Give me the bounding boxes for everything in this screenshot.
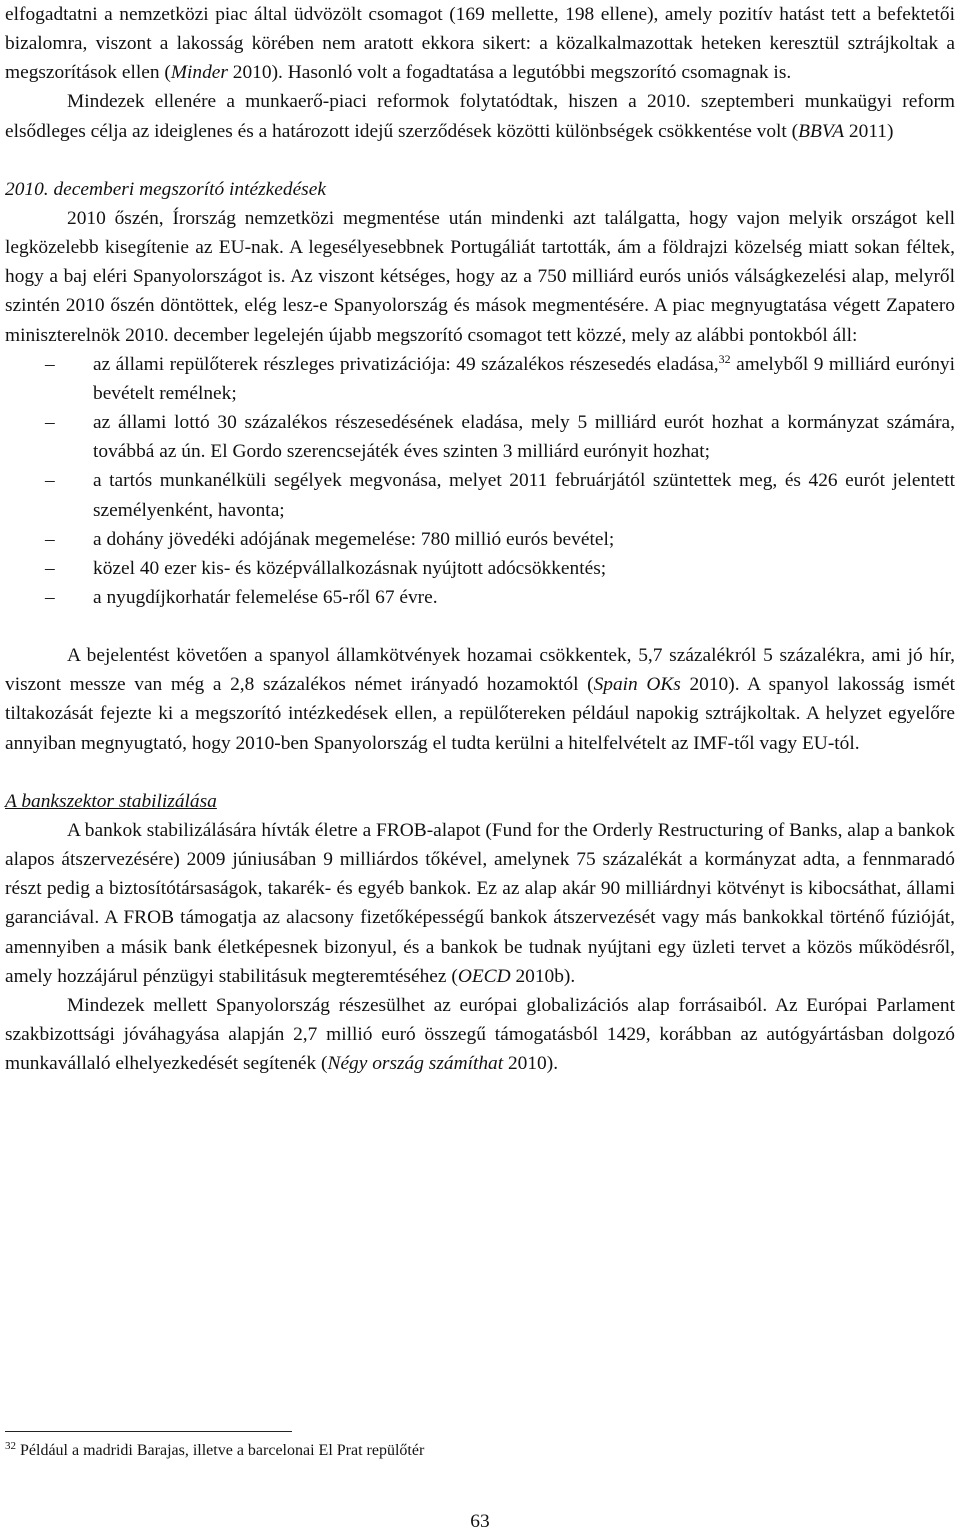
paragraph-labor-reform-text: Mindezek ellenére a munkaerő-piaci reformok folytatódtak, hiszen a 2010. szeptemberi munkaügyi reform elsődleges célja az ideiglenes és a határozott idejű szerződések közötti különbségek csökkentése volt ( [5, 91, 955, 142]
paragraph-frob-tail: 2010b). [510, 965, 576, 987]
section-heading-austerity-text: 2010. decemberi megszorító intézkedések [5, 178, 326, 200]
paragraph-globalization-fund-text: Mindezek mellett Spanyolország részesülhet az európai globalizációs alap forrásaiból. Az Európai Parlament szakbizottsági jóváhagyása alapján 2,7 millió euró összegű támogatásból 1429, korábban az autógyártásban dolgozó munkavállaló elhelyezkedését segítenék ( [5, 994, 955, 1075]
page-number: 63 [470, 1511, 490, 1532]
paragraph-globalization-fund-tail: 2010). [503, 1053, 559, 1075]
list-item-text: a dohány jövedéki adójának megemelése: 780 millió eurós bevétel; [93, 528, 615, 550]
paragraph-globalization-fund [5, 991, 955, 1078]
list-item [5, 554, 955, 583]
paragraph-labor-reform [5, 87, 955, 145]
citation-bbva: BBVA [798, 120, 845, 142]
paragraph-bond-yields [5, 641, 955, 758]
footnote-number: 32 [5, 1440, 16, 1452]
document-page [5, 0, 955, 1078]
list-item-text: a nyugdíjkorhatár felemelése 65-ről 67 évre. [93, 586, 438, 608]
dash-bullet-icon: – [45, 557, 55, 579]
austerity-measures-list [5, 350, 955, 612]
list-item [5, 525, 955, 554]
paragraph-austerity: 2010 őszén, Írország nemzetközi megmentése után mindenki azt találgatta, hogy vajon melyik országot kell legközelebb kisegítenie az EU-nak. A legesélyesebbnek Portugáliát tartották, ám a földrajzi közelség miatt sokan féltek, hogy a baj eléri Spanyolországot is. Az viszont kétséges, hogy az a 750 milliárd eurós uniós válságkezelési alap, melyről szintén 2010 őszén döntöttek, elég lesz-e Spanyolország és mások megmentésére. A piac megnyugtatása végett Zapatero miniszterelnök 2010. december legelején újabb megszorító csomagot tett közzé, mely az alábbi pontokból áll: [5, 207, 955, 346]
dash-bullet-icon: – [45, 353, 55, 375]
dash-bullet-icon: – [45, 528, 55, 550]
citation-spain-oks: Spain OKs [593, 674, 681, 696]
list-item [5, 583, 955, 612]
paragraph-bond-yields-tail: 2010). A spanyol lakosság ismét tiltakozását fejezte ki a megszorító intézkedések ellen, a repülőtereken például napokig sztrájkoltak. A helyzet egyelőre annyiban megnyugtató, hogy 2010-ben Spanyolország el tudta kerülni a hitelfelvételt az IMF-től vagy EU-tól. [5, 674, 956, 754]
dash-bullet-icon: – [45, 586, 55, 608]
paragraph-labor-reform-tail: 2011) [844, 120, 894, 142]
list-item-text: az állami lottó 30 százalékos részesedésének eladása, mely 5 milliárd eurót hozhat a kormányzat számára, továbbá az ún. El Gordo szerencsejáték éves szinten 3 milliárd eurónyit hozhat; [93, 412, 955, 463]
dash-bullet-icon: – [45, 470, 55, 492]
footnote [5, 1440, 955, 1462]
footnote-divider [5, 1431, 292, 1432]
list-item-text: a tartós munkanélküli segélyek megvonása, melyet 2011 februárjától szüntettek meg, és 426 eurót jelentett személyenként, havonta; [93, 470, 955, 521]
dash-bullet-icon: – [45, 412, 55, 434]
footnote-reference[interactable]: 32 [718, 351, 731, 366]
footnote-text: Például a madridi Barajas, illetve a barcelonai El Prat repülőtér [16, 1442, 425, 1459]
citation-negy-orszag: Négy ország számíthat [327, 1053, 504, 1075]
section-heading-banking [5, 787, 955, 816]
list-item-text-tail: amelyből 9 milliárd eurónyi bevételt remélnek; [93, 353, 955, 404]
citation-minder: Minder [170, 62, 228, 84]
section-heading-banking-text: A bankszektor stabilizálása [5, 790, 217, 812]
list-item-text: közel 40 ezer kis- és középvállalkozásnak nyújtott adócsökkentés; [93, 557, 607, 579]
paragraph-intro-tail: 2010). Hasonló volt a fogadtatása a legutóbbi megszorító csomagnak is. [227, 62, 792, 84]
citation-oecd: OECD [457, 965, 511, 987]
paragraph-intro-text: elfogadtatni a nemzetközi piac által üdvözölt csomagot (169 mellette, 198 ellene), amely pozitív hatást tett a befektetői bizalomra, viszont a lakosság körében nem aratott ekkora sikert: a közalkalmazottak heteken keresztül sztrájkoltak a megszorítások ellen ( [5, 4, 955, 84]
section-heading-austerity [5, 175, 955, 204]
list-item [5, 350, 955, 408]
paragraph-bond-yields-text: A bejelentést követően a spanyol államkötvények hozamai csökkentek, 5,7 százalékról 5 százalékra, ami jó hír, viszont messze van még a 2,8 százalékos német irányadó hozamoktól ( [5, 645, 955, 696]
list-item-text: az állami repülőterek részleges privatizációja: 49 százalékos részesedés eladása, [93, 353, 719, 375]
list-item [5, 466, 955, 524]
paragraph-intro [5, 0, 955, 87]
list-item [5, 408, 955, 466]
paragraph-frob-text: A bankok stabilizálására hívták életre a FROB-alapot (Fund for the Orderly Restructuring of Banks, alap a bankok alapos átszervezésére) 2009 júniusában 9 milliárdos tőkével, amelynek 75 százalékát a kormányzat adta, a fennmaradó részt pedig a biztosítótársaságok, takarék- és egyéb bankok. Ez az alap akár 90 milliárdnyi kötvényt is kibocsáthat, állami garanciával. A FROB támogatja az alacsony fizetőképességű bankok átszervezését vagy más bankokkal történő fúzióját, amennyiben a másik bank életképesnek bizonyul, és a bankok be tudnak nyújtani egy üzleti tervet a közös működésről, amely hozzájárul pénzügyi stabilitásuk megteremtéséhez ( [5, 819, 955, 987]
paragraph-frob [5, 816, 955, 991]
